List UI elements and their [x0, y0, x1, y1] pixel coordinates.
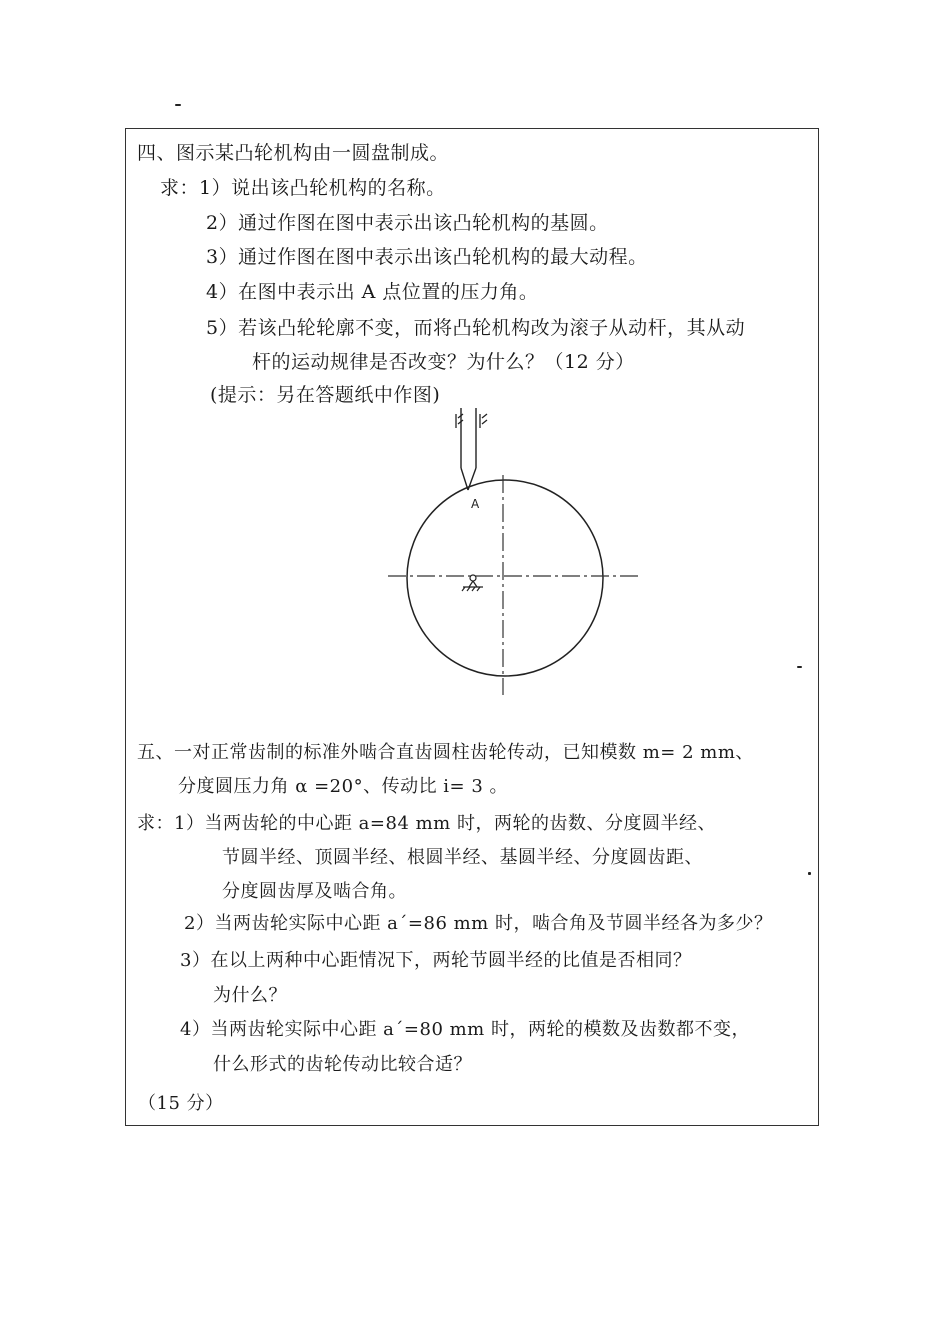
- q5-item-3: 3）在以上两种中心距情况下，两轮节圆半经的比值是否相同？: [180, 950, 692, 971]
- q5-title-cont: 分度圆压力角 α =20°、传动比 i= 3 。: [178, 776, 509, 797]
- q4-item-5: 5）若该凸轮轮廓不变，而将凸轮机构改为滚子从动杆，其从动: [206, 317, 746, 339]
- q4-item-3: 3）通过作图在图中表示出该凸轮机构的最大动程。: [206, 246, 648, 268]
- q5-item-2: 2）当两齿轮实际中心距 a´=86 mm 时，啮合角及节圆半经各为多少？: [184, 913, 773, 934]
- q4-title: 四、图示某凸轮机构由一圆盘制成。: [137, 142, 450, 164]
- q5-ask-cont-2: 分度圆齿厚及啮合角。: [222, 881, 407, 902]
- q4-item-2: 2）通过作图在图中表示出该凸轮机构的基圆。: [206, 212, 609, 234]
- cam-disc: [407, 480, 603, 676]
- q4-ask: 求：1）说出该凸轮机构的名称。: [160, 177, 446, 199]
- q5-item-4-cont: 什么形式的齿轮传动比较合适？: [213, 1054, 472, 1075]
- q4-hint: (提示：另在答题纸中作图): [210, 384, 441, 406]
- cam-mechanism-figure: [370, 400, 650, 700]
- point-a-label: A: [471, 497, 480, 511]
- follower-rod: [461, 408, 476, 490]
- q5-item-4: 4）当两齿轮实际中心距 a´=80 mm 时，两轮的模数及齿数都不变，: [180, 1019, 750, 1040]
- q5-ask-cont-1: 节圆半经、顶圆半经、根圆半经、基圆半经、分度圆齿距、: [222, 847, 703, 868]
- scan-speck: [175, 104, 181, 106]
- q5-item-3-cont: 为什么？: [213, 985, 287, 1006]
- pivot-support-icon: [462, 575, 483, 591]
- q4-item-5-cont: 杆的运动规律是否改变？为什么？（12 分）: [252, 351, 635, 373]
- scan-speck: [808, 872, 811, 875]
- q5-title: 五、一对正常齿制的标准外啮合直齿圆柱齿轮传动，已知模数 m= 2 mm、: [137, 742, 754, 763]
- scan-speck: [797, 666, 802, 668]
- q5-ask: 求：1）当两齿轮的中心距 a=84 mm 时，两轮的齿数、分度圆半经、: [137, 813, 716, 834]
- q5-score: （15 分）: [138, 1093, 224, 1114]
- q4-item-4: 4）在图中表示出 A 点位置的压力角。: [206, 281, 539, 303]
